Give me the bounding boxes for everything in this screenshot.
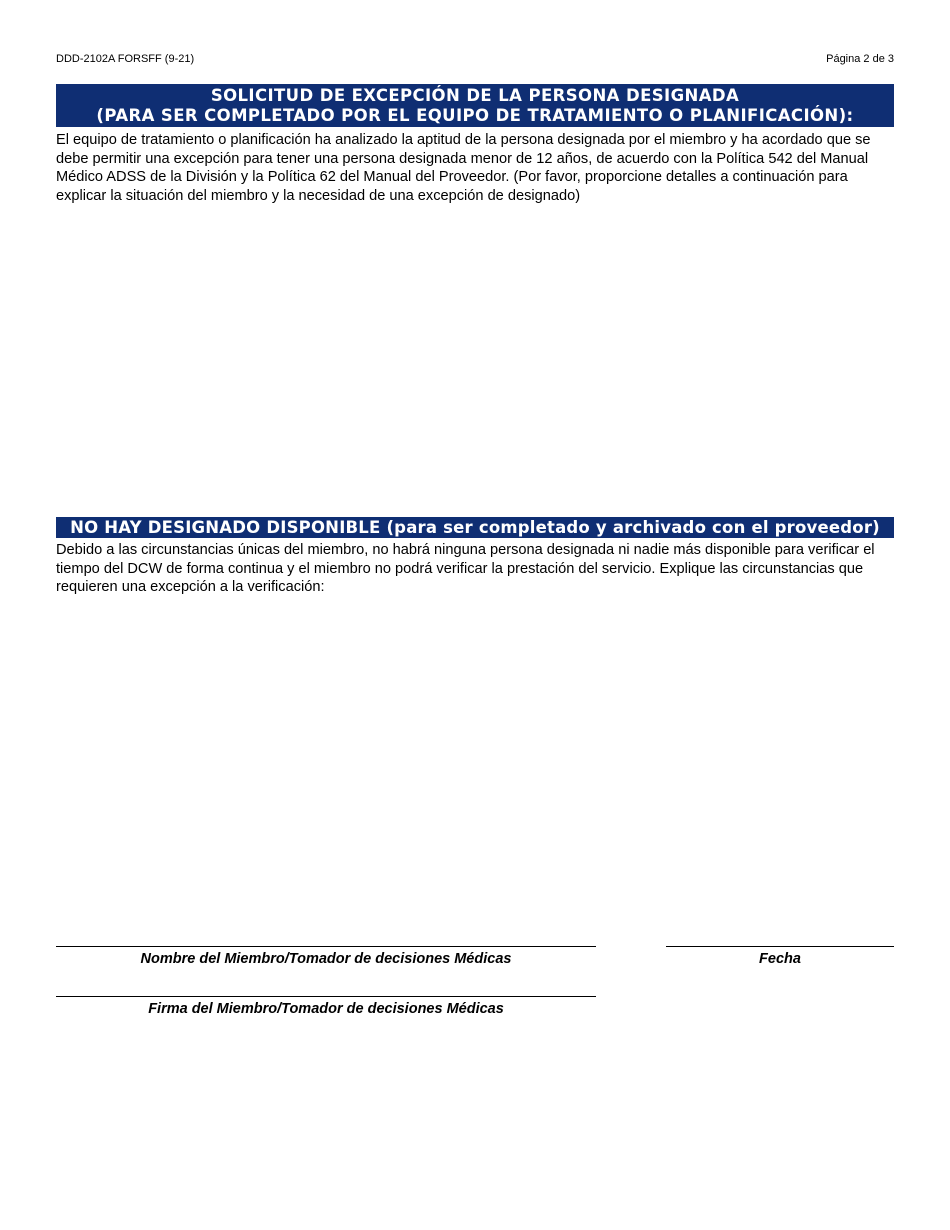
member-name-label: Nombre del Miembro/Tomador de decisiones Médicas — [140, 951, 512, 967]
date-label: Fecha — [759, 951, 801, 967]
signature-line[interactable] — [56, 996, 596, 997]
exception-title-line-2: (PARA SER COMPLETADO POR EL EQUIPO DE TRATAMIENTO O PLANIFICACIÓN): — [96, 106, 854, 125]
signature-label: Firma del Miembro/Tomador de decisiones Médicas — [148, 1001, 504, 1017]
member-name-line[interactable] — [56, 946, 596, 947]
no-designee-section-title: NO HAY DESIGNADO DISPONIBLE (para ser completado y archivado con el proveedor) — [56, 517, 894, 538]
form-id: DDD-2102A FORSFF (9-21) — [56, 53, 195, 65]
exception-section-title — [56, 84, 894, 127]
no-designee-instructions: Debido a las circunstancias únicas del miembro, no habrá ninguna persona designada ni nadie más disponible para verificar el tiempo del DCW de forma continua y el miembro no podrá verificar la prestación del servicio. Explique las circunstancias que requieren una excepción a la verificación: — [56, 542, 875, 596]
exception-title-line-1: SOLICITUD DE EXCEPCIÓN DE LA PERSONA DESIGNADA — [210, 86, 740, 105]
page-number: Página 2 de 3 — [826, 53, 894, 65]
exception-instructions: El equipo de tratamiento o planificación ha analizado la aptitud de la persona designada por el miembro y ha acordado que se debe permitir una excepción para tener una persona designada menor de 12 años, de acuerdo con la Política 542 del Manual Médico ADSS de la División y la Política 62 del Manual del Proveedor. (Por favor, proporcione detalles a continuación para explicar la situación del miembro y la necesidad de una excepción de designado) — [56, 132, 871, 205]
date-line[interactable] — [666, 946, 894, 947]
